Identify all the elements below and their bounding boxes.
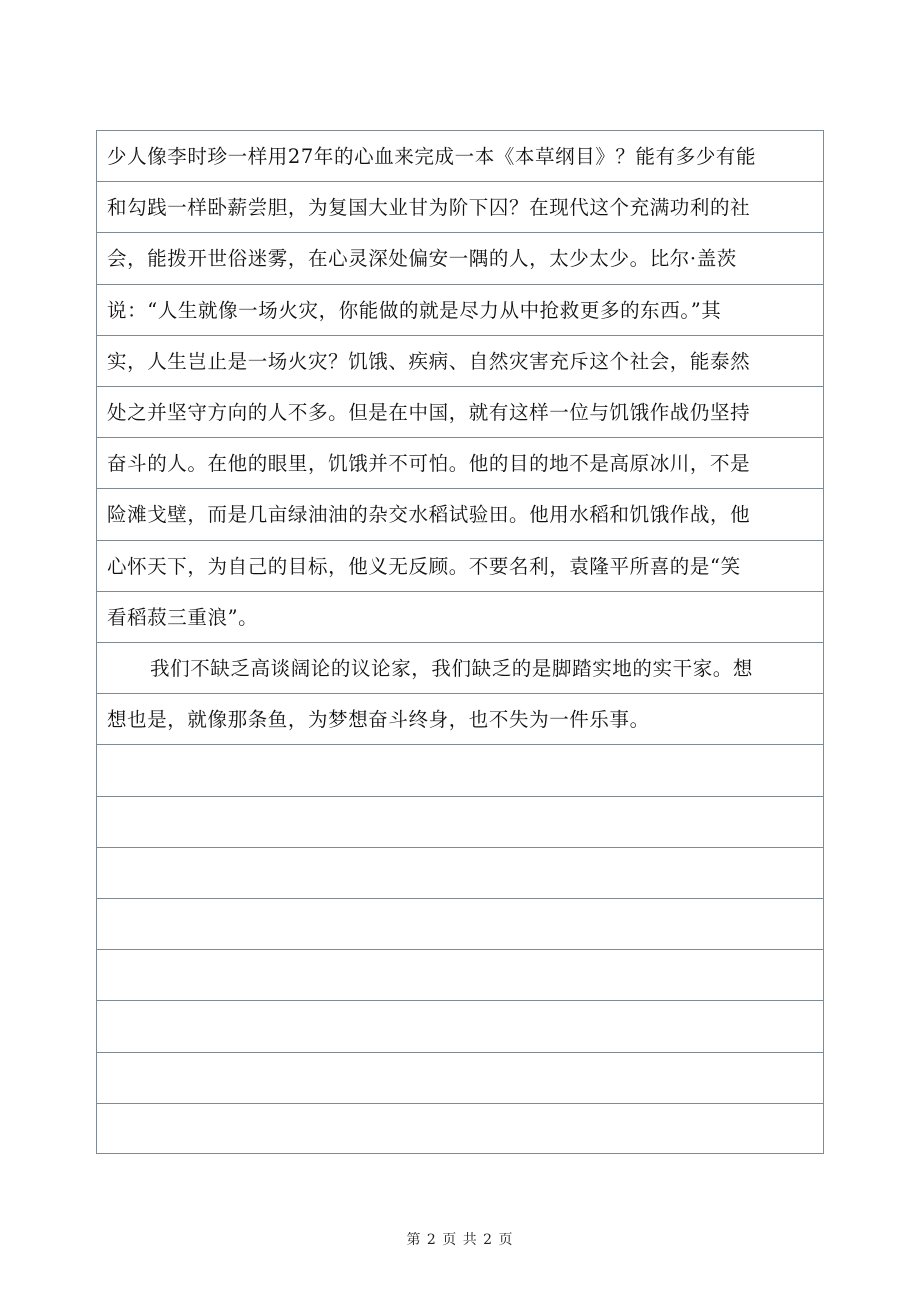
sheet-line-12: 想也是，就像那条鱼，为梦想奋斗终身，也不失为一件乐事。 — [97, 694, 823, 745]
page-number-footer: 第 2 页 共 2 页 — [406, 1232, 514, 1248]
sheet-line-2: 和勾践一样卧薪尝胆，为复国大业甘为阶下囚？在现代这个充满功利的社 — [97, 182, 823, 233]
sheet-line-9: 心怀天下，为自己的目标，他义无反顾。不要名利，袁隆平所喜的是“笑 — [97, 541, 823, 592]
sheet-line-17 — [97, 950, 823, 1001]
sheet-line-20 — [97, 1104, 823, 1155]
sheet-line-15 — [97, 848, 823, 899]
sheet-line-10: 看稻菽三重浪”。 — [97, 592, 823, 643]
sheet-line-13 — [97, 745, 823, 796]
sheet-line-6: 处之并坚守方向的人不多。但是在中国，就有这样一位与饥饿作战仍坚持 — [97, 387, 823, 438]
sheet-line-7: 奋斗的人。在他的眼里，饥饿并不可怕。他的目的地不是高原冰川，不是 — [97, 438, 823, 489]
sheet-line-5: 实，人生岂止是一场火灾？饥饿、疾病、自然灾害充斥这个社会，能泰然 — [97, 336, 823, 387]
sheet-line-18 — [97, 1001, 823, 1052]
lined-writing-sheet — [96, 130, 824, 1154]
sheet-line-16 — [97, 899, 823, 950]
sheet-line-1: 少人像李时珍一样用27年的心血来完成一本《本草纲目》？能有多少有能 — [97, 131, 823, 182]
sheet-line-14 — [97, 797, 823, 848]
sheet-line-8: 险滩戈壁，而是几亩绿油油的杂交水稻试验田。他用水稻和饥饿作战，他 — [97, 489, 823, 540]
sheet-line-11: 我们不缺乏高谈阔论的议论家，我们缺乏的是脚踏实地的实干家。想 — [97, 643, 823, 694]
sheet-line-19 — [97, 1053, 823, 1104]
sheet-line-3: 会，能拨开世俗迷雾，在心灵深处偏安一隅的人，太少太少。比尔·盖茨 — [97, 233, 823, 284]
sheet-line-4: 说：“人生就像一场火灾，你能做的就是尽力从中抢救更多的东西。”其 — [97, 285, 823, 336]
